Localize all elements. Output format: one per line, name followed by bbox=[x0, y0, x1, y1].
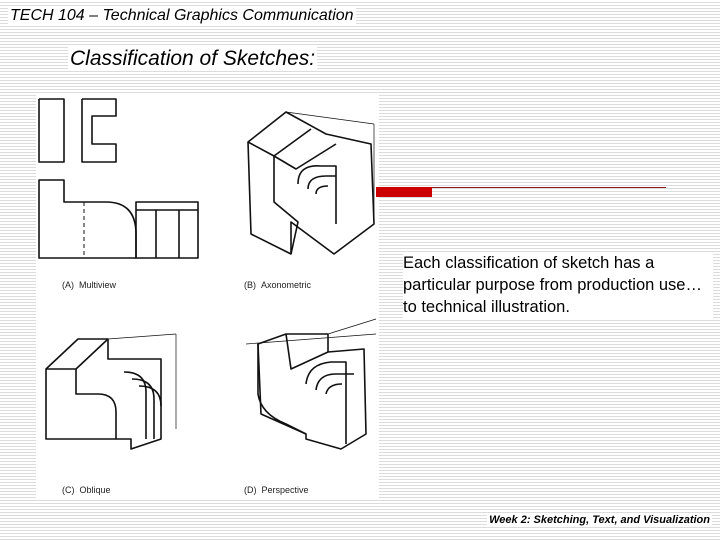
caption-oblique bbox=[62, 485, 111, 495]
accent-block bbox=[376, 187, 432, 197]
accent-line bbox=[432, 187, 666, 188]
multiview-sketch bbox=[39, 99, 198, 258]
axonometric-sketch bbox=[248, 112, 374, 254]
course-title: TECH 104 – Technical Graphics Communication bbox=[10, 7, 354, 24]
caption-multiview bbox=[62, 280, 116, 290]
caption-axonometric bbox=[244, 280, 311, 290]
body-text: Each classification of sketch has a particular purpose from production use…to technical illustration. bbox=[403, 252, 713, 318]
perspective-sketch bbox=[246, 319, 376, 449]
caption-text: Perspective bbox=[261, 485, 309, 495]
caption-perspective bbox=[244, 485, 309, 495]
footer-text: Week 2: Sketching, Text, and Visualization bbox=[489, 514, 710, 526]
caption-text: Oblique bbox=[79, 485, 111, 495]
sketch-classification-figure bbox=[36, 94, 379, 499]
caption-label: (A) bbox=[62, 280, 74, 290]
caption-label: (D) bbox=[244, 485, 257, 495]
caption-label: (C) bbox=[62, 485, 75, 495]
oblique-sketch bbox=[46, 334, 176, 449]
sketch-illustrations bbox=[36, 94, 379, 499]
slide-title: Classification of Sketches: bbox=[70, 47, 316, 70]
caption-text: Multiview bbox=[79, 280, 117, 290]
caption-label: (B) bbox=[244, 280, 256, 290]
caption-text: Axonometric bbox=[261, 280, 312, 290]
